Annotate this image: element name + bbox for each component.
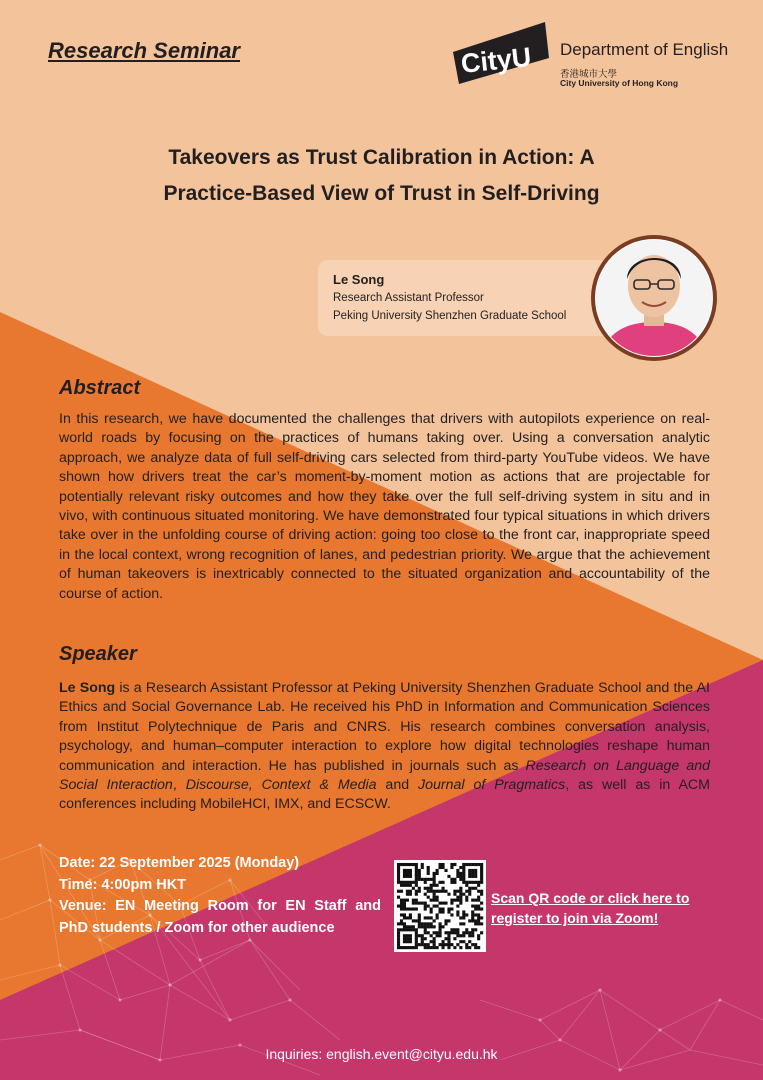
- event-date: Date: 22 September 2025 (Monday): [59, 855, 300, 871]
- speaker-card-role: Research Assistant Professor: [333, 292, 484, 304]
- svg-text:CityU: CityU: [459, 41, 533, 80]
- bio-separator-2: and: [376, 777, 419, 794]
- speaker-card-name: Le Song: [333, 272, 385, 287]
- inquiries-contact: Inquiries: english.event@cityu.edu.hk: [265, 1046, 498, 1062]
- speaker-bio: [59, 679, 710, 815]
- seminar-title-line-1: Takeovers as Trust Calibration in Action: A: [168, 146, 595, 169]
- event-time: Time: 4:00pm HKT: [59, 876, 187, 893]
- cityu-logo: [445, 22, 555, 84]
- department-name: Department of English: [560, 40, 729, 59]
- university-name-english: City University of Hong Kong: [560, 78, 679, 88]
- abstract-body: In this research, we have documented the challenges that drivers with autopilots experience on real-world roads by focusing on the practices of humans taking over. Using a conversation analytic approach, we analyze data of full self-driving cars selected from third-party YouTube videos. We have shown how drivers treat the car’s moment-by-moment motion as actions that are projectable for potentially relevant risky outcomes and how they take over the full self-driving system in situ and in vivo, with continuous situated monitoring. We have demonstrated four typical situations in which drivers take over in the unfolding course of driving action: going too close to the front car, inappropriate speed in the local context, wrong recognition of lanes, and pedestrian priority. We argue that the achievement of human takeovers is inextricably connected to the situated organization and accountability of the course of action.: [59, 411, 710, 602]
- speaker-heading: Speaker: [59, 643, 137, 665]
- zoom-registration-link[interactable]: Scan QR code or click here to register to join via Zoom!: [491, 890, 690, 926]
- university-name-chinese: 香港城市大學: [560, 69, 618, 80]
- seminar-title: [40, 140, 723, 212]
- speaker-photo: [590, 234, 718, 362]
- qr-code-icon[interactable]: [394, 860, 486, 952]
- bio-separator-1: ,: [172, 777, 186, 794]
- event-venue: Venue: EN Meeting Room for EN Staff and PhD students / Zoom for other audience: [59, 898, 381, 936]
- bio-journal-2: Discourse, Context & Media: [185, 777, 377, 794]
- bio-text-part-1: is a Research Assistant Professor at Peking University Shenzhen Graduate School and the AI Ethics and Social Governance Lab. He received his PhD in Information and Communication Sciences from Institut Polytechnique de Paris and CNRS. His research combines conversation analysis, psychology, and human–computer interaction to explore how digital technologies reshape human communication and interaction. He has published in journals such as: [59, 680, 710, 774]
- bio-text-part-2: , as well as in ACM conferences including MobileHCI, IMX, and ECSCW.: [59, 777, 710, 813]
- event-details: [59, 853, 381, 939]
- abstract-heading: Abstract: [59, 377, 141, 399]
- speaker-card-affiliation: Peking University Shenzhen Graduate School: [333, 310, 567, 322]
- seminar-title-line-2: Practice-Based View of Trust in Self-Driving: [163, 182, 600, 205]
- bio-journal-3: Journal of Pragmatics: [418, 777, 566, 794]
- bio-speaker-name: Le Song: [59, 680, 116, 696]
- bio-journal-1: Research on Language and Social Interaction: [59, 757, 710, 794]
- series-label: Research Seminar: [48, 38, 240, 63]
